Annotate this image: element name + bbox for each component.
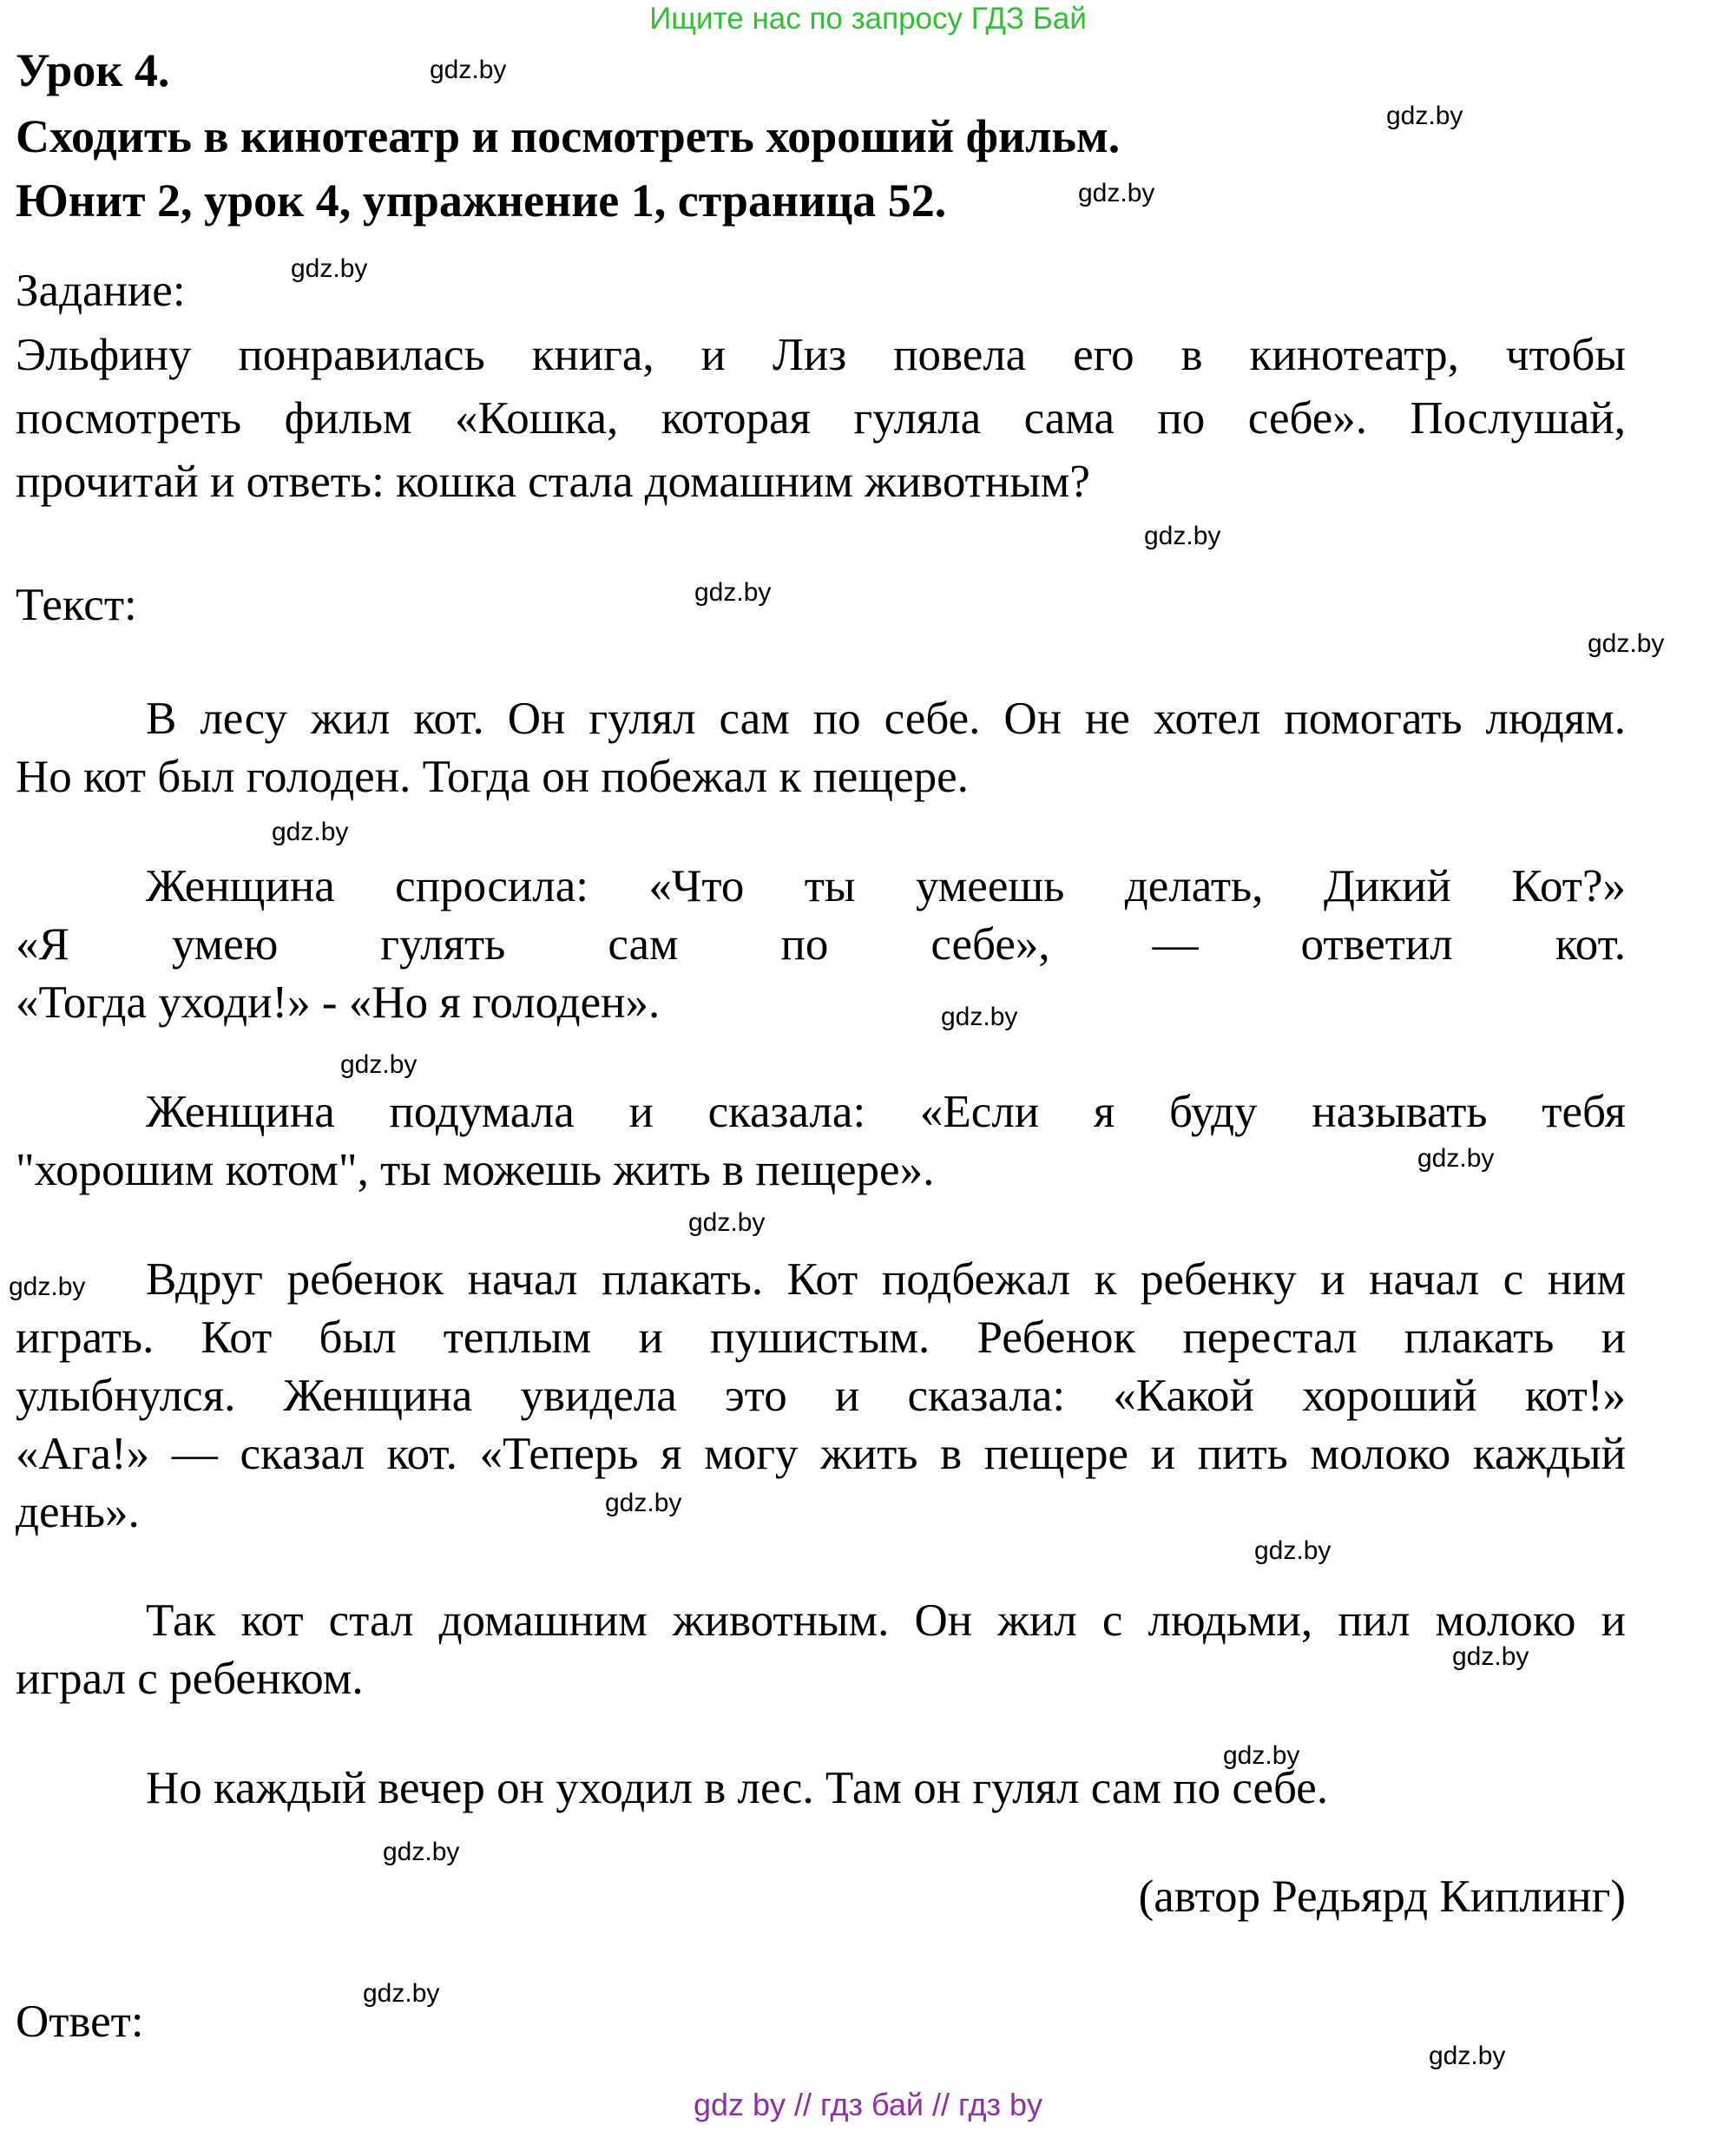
- lesson-subtitle: Сходить в кинотеатр и посмотреть хороший фильм.: [16, 110, 1121, 162]
- author-credit: (автор Редьярд Киплинг): [1138, 1871, 1626, 1922]
- watermark: gdz.by: [430, 56, 507, 84]
- text-line: «Ага!» — сказал кот. «Теперь я могу жить в пещере и пить молоко каждый: [16, 1429, 1626, 1479]
- watermark: gdz.by: [1452, 1642, 1529, 1671]
- watermark: gdz.by: [1144, 522, 1221, 550]
- watermark: gdz.by: [363, 1979, 440, 2008]
- watermark: gdz.by: [1078, 179, 1155, 207]
- watermark: gdz.by: [340, 1050, 418, 1079]
- text-line: Так кот стал домашним животным. Он жил с людьми, пил молоко и: [146, 1595, 1626, 1646]
- exercise-reference: Юнит 2, урок 4, упражнение 1, страница 52.: [16, 174, 947, 227]
- footer-links[interactable]: gdz by // гдз бай // гдз by: [693, 2087, 1043, 2122]
- text-line: Но каждый вечер он уходил в лес. Там он гулял сам по себе.: [146, 1763, 1329, 1813]
- task-line: прочитай и ответь: кошка стала домашним животным?: [16, 457, 1090, 507]
- text-line: Женщина спросила: «Что ты умеешь делать, Дикий Кот?»: [146, 861, 1626, 911]
- text-line: «Тогда уходи!» - «Но я голоден».: [16, 977, 661, 1028]
- text-line: Вдруг ребенок начал плакать. Кот подбежал к ребенку и начал с ним: [146, 1254, 1626, 1305]
- watermark: gdz.by: [1386, 102, 1463, 130]
- text-line: играл с ребенком.: [16, 1654, 364, 1704]
- watermark: gdz.by: [1223, 1741, 1300, 1770]
- text-line: "хорошим котом", ты можешь жить в пещере».: [16, 1145, 935, 1195]
- lesson-title: Урок 4.: [16, 44, 170, 96]
- text-line: играть. Кот был теплым и пушистым. Ребенок перестал плакать и: [16, 1312, 1626, 1363]
- text-line: Но кот был голоден. Тогда он побежал к пещере.: [16, 752, 969, 802]
- watermark: gdz.by: [272, 818, 349, 846]
- text-line: «Я умею гулять сам по себе», — ответил кот.: [16, 919, 1626, 970]
- text-line: день».: [16, 1487, 140, 1537]
- watermark: gdz.by: [688, 1208, 766, 1237]
- watermark: gdz.by: [1254, 1536, 1332, 1565]
- watermark: gdz.by: [291, 254, 368, 283]
- watermark: gdz.by: [1429, 2042, 1506, 2070]
- text-line: улыбнулся. Женщина увидела это и сказала: «Какой хороший кот!»: [16, 1371, 1626, 1421]
- text-label: Текст:: [16, 580, 137, 630]
- task-line: посмотреть фильм «Кошка, которая гуляла сама по себе». Послушай,: [16, 393, 1626, 444]
- watermark: gdz.by: [383, 1838, 460, 1866]
- watermark: gdz.by: [605, 1489, 682, 1517]
- watermark: gdz.by: [941, 1003, 1018, 1031]
- task-label: Задание:: [16, 266, 186, 316]
- answer-label: Ответ:: [16, 1996, 144, 2047]
- watermark: gdz.by: [9, 1273, 86, 1301]
- text-line: В лесу жил кот. Он гулял сам по себе. Он не хотел помогать людям.: [146, 694, 1626, 744]
- watermark: gdz.by: [1417, 1144, 1495, 1173]
- top-banner[interactable]: Ищите нас по запросу ГДЗ Бай: [649, 2, 1087, 36]
- watermark: gdz.by: [694, 578, 772, 607]
- watermark: gdz.by: [1588, 629, 1665, 658]
- text-line: Женщина подумала и сказала: «Если я буду называть тебя: [146, 1087, 1626, 1137]
- task-line: Эльфину понравилась книга, и Лиз повела его в кинотеатр, чтобы: [16, 330, 1626, 380]
